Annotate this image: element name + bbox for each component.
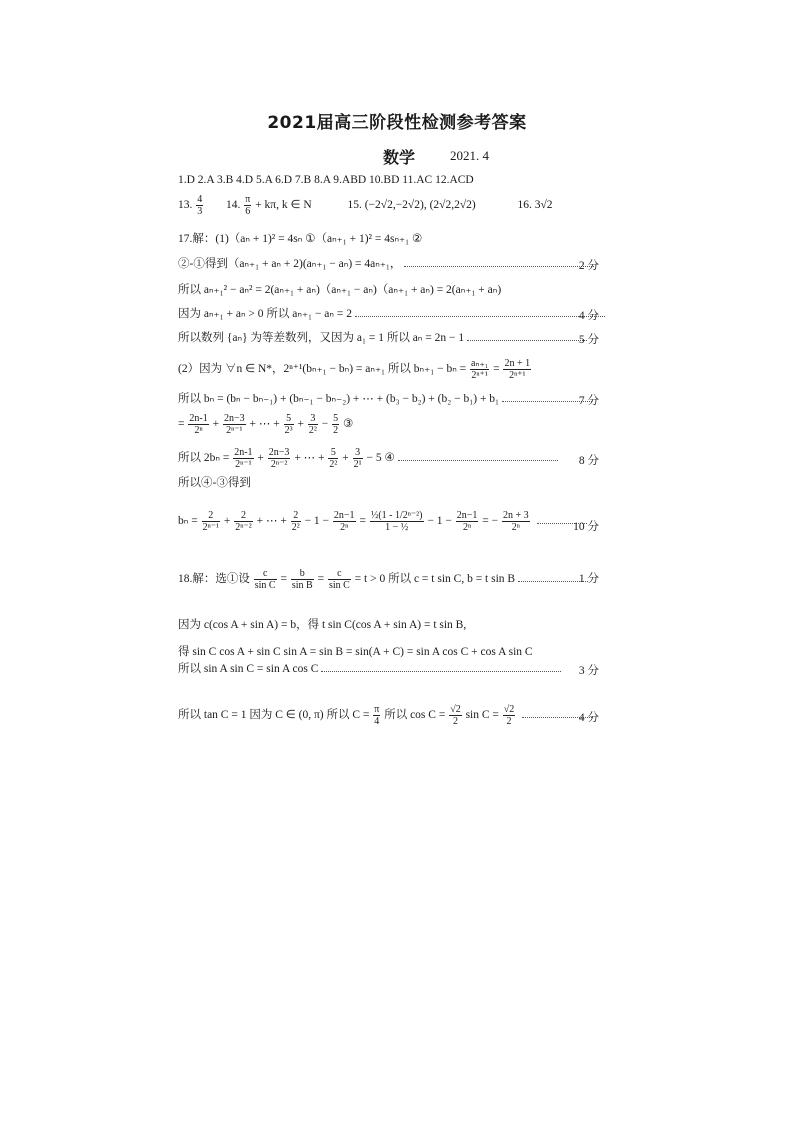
q18-line-3: 得 sin C cos A + sin C sin A = sin B = sin(A + C) = sin A cos C + cos A sin C [178,646,533,658]
q17-line-3: 所以 aₙ₊₁² − aₙ² = 2(aₙ₊₁ + aₙ)（aₙ₊₁ − aₙ)（aₙ₊₁ + aₙ) = 2(aₙ₊₁ + aₙ) [178,284,502,296]
q18-score-1: 1 分 [578,573,599,585]
q14-fraction: $\frac{\pi}{6}$ [245,194,251,217]
q17-line-5: 所以数列 {aₙ} 为等差数列，又因为 a₁ = 1 所以 aₙ = 2n − 1 [178,331,590,345]
q17-score-7: 7 分 [578,395,599,407]
q18-line-1: 18.解：选①设 $\frac{c}{\text{sin C}}$ = $\frac{b}{\text{sin B}}$ = $\frac{c}{\text{sin C}}$ = t > 0 所以 c = t sin C, b = t sin B [178,568,591,591]
q13-label: 13. [178,199,193,212]
q17-score-9: 8 分 [578,455,599,467]
page-title: 2021届高三阶段性检测参考答案 [267,113,527,133]
q17-score-4: 4 分 [578,310,599,322]
subject-label: 数学 [383,148,416,167]
exam-date: 2021. 4 [450,148,489,163]
answers-objective: 1.D 2.A 3.B 4.D 5.A 6.D 7.B 8.A 9.ABD 10.BD 11.AC 12.ACD [178,174,474,186]
q13-fraction: $\frac{4}{3}$ [197,194,203,217]
q18-score-4: 3 分 [578,665,599,677]
q17-line-1: 17.解：(1)（aₙ + 1)² = 4sₙ ①（aₙ₊₁ + 1)² = 4sₙ₊₁ ② [178,233,423,245]
q17-line-8: = $\frac{2n-1}{\text{2ⁿ}}$ + $\frac{2n-3}{\text{2ⁿ⁻¹}}$ + ⋯ + $\frac{5}{\text{2³}}$ + $\frac{3}{\text{2²}}$ − $\frac{5}{2}$ ③ [178,413,354,436]
q18-line-5: 所以 tan C = 1 因为 C ∈ (0, π) 所以 C = $\frac{\pi}{4}$ 所以 cos C = $\frac{√2}{2}$ sin C = $\frac{√2}{2}$ [178,704,595,727]
q14-label: 14. [226,199,241,212]
q17-line-9: 所以 2bₙ = $\frac{2n-1}{\text{2ⁿ⁻¹}}$ + $\frac{2n-3}{\text{2ⁿ⁻²}}$ + ⋯ + $\frac{5}{\text{2²}}$ + $\frac{3}{\text{2¹}}$ − 5 ④ [178,447,561,470]
q18-line-4: 所以 sin A sin C = sin A cos C [178,662,564,676]
q17-line-6: (2）因为 ∀n ∈ N*，2ⁿ⁺¹(bₙ₊₁ − bₙ) = aₙ₊₁ 所以 bₙ₊₁ − bₙ = $\frac{\text{aₙ₊₁}}{\text{2ⁿ⁺¹}}$ = $\frac{2n + 1}{\text{2ⁿ⁺¹}}$ [178,358,531,381]
answers-fill-in [178,194,553,217]
q18-line-2: 因为 c(cos A + sin A) = b，得 t sin C(cos A + sin A) = t sin B, [178,619,467,631]
q17-line-4: 因为 aₙ₊₁ + aₙ > 0 所以 aₙ₊₁ − aₙ = 2 [178,307,608,321]
q15-answer: 15. (−2√2,−2√2), (2√2,2√2) [347,199,476,212]
q17-line-11: bₙ = $\frac{2}{\text{2ⁿ⁻¹}}$ + $\frac{2}{\text{2ⁿ⁻²}}$ + ⋯ + $\frac{2}{\text{2²}}$ − 1 − $\frac{2n-1}{\text{2ⁿ}}$ = $\frac{\text{½(1 - 1/2ⁿ⁻²)}}{\text{1 − ½}}$ − 1 − $\frac{2n-1}{\text{2ⁿ}}$ = − $\frac{2n + 3}{\text{2ⁿ}}$ [178,510,590,533]
q16-answer: 16. 3√2 [517,199,553,212]
q17-score-11: 10 分 [573,521,599,533]
q17-line-2: ②-①得到（aₙ₊₁ + aₙ + 2)(aₙ₊₁ − aₙ) = 4aₙ₊₁， [178,257,597,271]
q17-line-7: 所以 bₙ = (bₙ − bₙ₋₁) + (bₙ₋₁ − bₙ₋₂) + ⋯ + (b₃ − b₂) + (b₂ − b₁) + b₁ [178,392,595,406]
q17-score-2: 2 分 [578,260,599,272]
q14-rest: + kπ, k ∈ N [255,199,312,212]
q17-score-5: 5 分 [578,334,599,346]
q17-line-10: 所以④-③得到 [178,477,251,489]
q18-score-5: 4 分 [578,712,599,724]
